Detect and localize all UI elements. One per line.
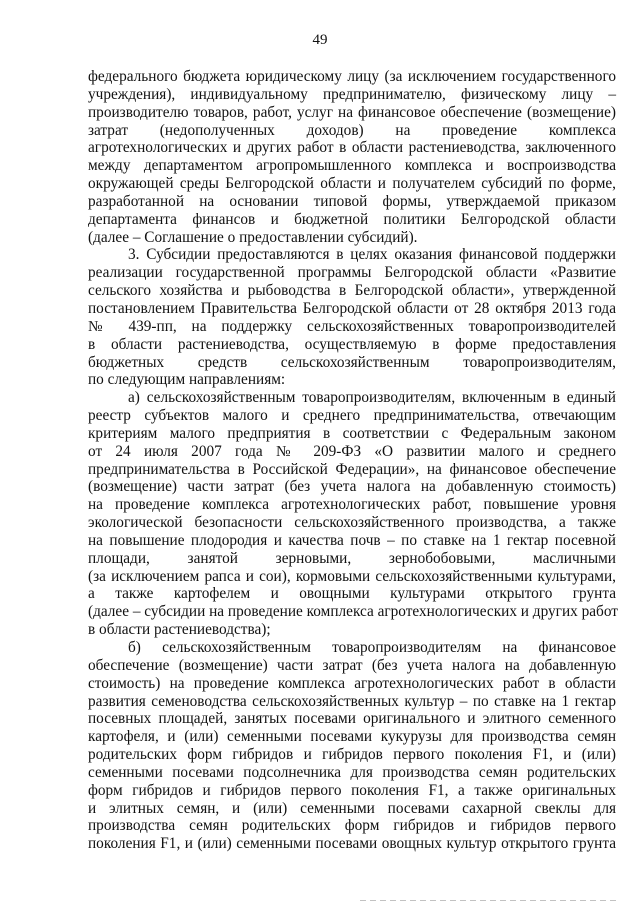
text-line: родительских форм гибридов и гибридов первого поколения F1, и (или)	[88, 746, 616, 764]
text-line: площади, занятой зерновыми, зернобобовыми, масличными	[88, 549, 616, 567]
text-line: в области растениеводства, осуществляемую в форме предоставления	[88, 335, 616, 353]
scan-artifact-line	[360, 900, 620, 901]
text-line: производства семян родительских форм гибридов и гибридов первого	[88, 817, 616, 835]
text-line: агротехнологических и других работ в области растениеводства, заключенного	[88, 139, 616, 157]
text-line: федерального бюджета юридическому лицу (за исключением государственного	[88, 68, 616, 85]
text-line: производителю товаров, работ, услуг на финансовое обеспечение (возмещение)	[88, 103, 616, 121]
text-line: между департаментом агропромышленного комплекса и воспроизводства	[88, 157, 616, 175]
text-line: развития семеноводства сельскохозяйственных культур – по ставке на 1 гектар	[88, 692, 616, 710]
text-line: посевных площадей, занятых посевами оригинального и элитного семенного	[88, 710, 616, 728]
text-line: постановлением Правительства Белгородской области от 28 октября 2013 года	[88, 299, 616, 317]
text-line: реализации государственной программы Белгородской области «Развитие	[88, 264, 616, 282]
text-line: учреждения), индивидуальному предпринимателю, физическому лицу –	[88, 85, 616, 103]
text-line: № 439-пп, на поддержку сельскохозяйственных товаропроизводителей	[88, 317, 616, 335]
text-line: на повышение плодородия и качества почв – по ставке на 1 гектар посевной	[88, 531, 616, 549]
text-line: экологической безопасности сельскохозяйственного производства, а также	[88, 514, 616, 532]
text-line: затрат (недополученных доходов) на проведение комплекса	[88, 121, 616, 139]
text-line: по следующим направлениям:	[88, 371, 286, 389]
text-line: (далее – Соглашение о предоставлении субсидий).	[88, 228, 418, 246]
text-line: разработанной на основании типовой формы, утверждаемой приказом	[88, 192, 616, 210]
text-line: бюджетных средств сельскохозяйственным товаропроизводителям,	[88, 353, 616, 371]
text-line: окружающей среды Белгородской области и получателем субсидий по форме,	[88, 175, 616, 193]
text-line: от 24 июля 2007 года № 209-ФЗ «О развитии малого и среднего	[88, 442, 616, 460]
text-line: обеспечение (возмещение) части затрат (без учета налога на добавленную	[88, 656, 616, 674]
text-line: департамента финансов и бюджетной политики Белгородской области	[88, 210, 616, 228]
page-number: 49	[312, 32, 328, 48]
text-line: б) сельскохозяйственным товаропроизводителям на финансовое	[128, 639, 616, 656]
text-line: предпринимательства в Российской Федерации», на финансовое обеспечение	[88, 460, 616, 478]
text-line: (далее – субсидии на проведение комплекса агротехнологических и других работ	[88, 603, 618, 621]
text-line: 3. Субсидии предоставляются в целях оказания финансовой поддержки	[128, 246, 616, 264]
text-line: а) сельскохозяйственным товаропроизводителям, включенным в единый	[128, 389, 616, 407]
text-line: и элитных семян, и (или) семенными посевами сахарной свеклы для	[88, 799, 616, 817]
text-line: а также картофелем и овощными культурами открытого грунта	[88, 585, 616, 603]
document-body-text	[88, 68, 616, 853]
text-line: картофеля, и (или) семенными посевами кукурузы для производства семян	[88, 728, 616, 746]
text-line: поколения F1, и (или) семенными посевами овощных культур открытого грунта	[88, 835, 616, 853]
text-line: реестр субъектов малого и среднего предпринимательства, отвечающим	[88, 407, 616, 425]
text-line: в области растениеводства);	[88, 621, 271, 639]
text-line: критериям малого предприятия в соответствии с Федеральным законом	[88, 424, 616, 442]
text-line: (возмещение) части затрат (без учета налога на добавленную стоимость)	[88, 478, 616, 496]
text-line: семенными посевами подсолнечника для производства семян родительских	[88, 763, 616, 781]
text-line: на проведение комплекса агротехнологических работ, повышение уровня	[88, 496, 616, 514]
text-line: форм гибридов и гибридов первого поколения F1, а также оригинальных	[88, 781, 616, 799]
text-line: стоимость) на проведение комплекса агротехнологических работ в области	[88, 674, 616, 692]
text-line: (за исключением рапса и сои), кормовыми сельскохозяйственными культурами,	[88, 567, 616, 585]
text-line: сельского хозяйства и рыбоводства в Белгородской области», утвержденной	[88, 282, 616, 300]
